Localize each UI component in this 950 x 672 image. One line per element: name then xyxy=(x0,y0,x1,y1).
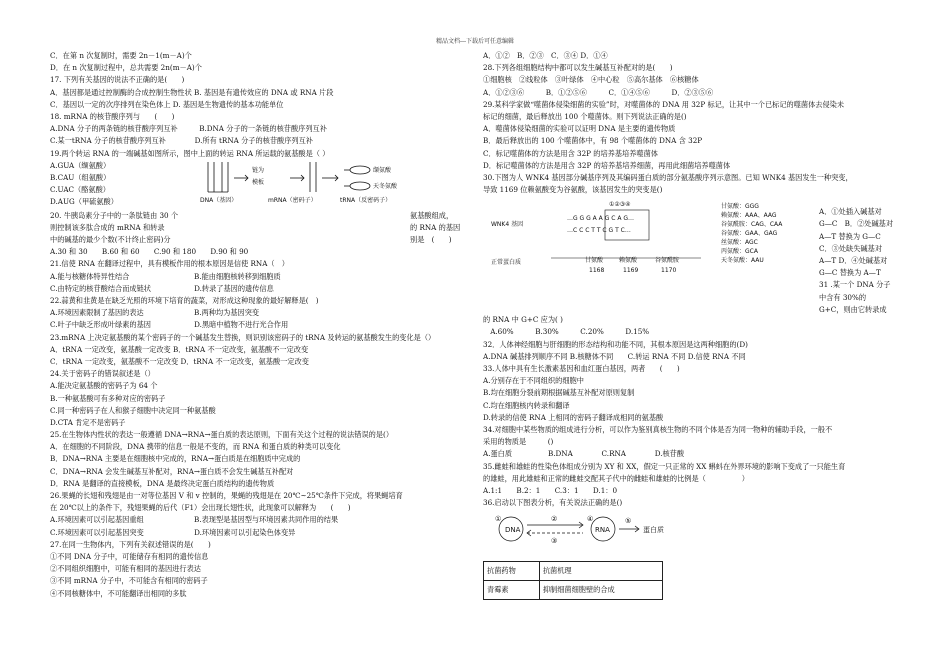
q19-option: C.UAC（酪氨酸） xyxy=(50,185,110,195)
q20-line: 则控制该多肽合成的 mRNA 和转录 xyxy=(50,222,165,232)
q19-block xyxy=(50,160,465,210)
q30-option: G+C，则由它转录成 xyxy=(819,304,887,314)
table-row xyxy=(484,581,663,600)
q30-option: G—C 替换为 A—T xyxy=(819,268,881,278)
text-line: 33.人体中具有生长激素基因和血红蛋白基因，两者 ( ) xyxy=(483,364,680,373)
text-line: C.某一tRNA 分子的核苷酸序列互补 D.所有 tRNA 分子的核苷酸序列互补 xyxy=(50,136,313,146)
text-line: A．①② B．②③ C．③④ D．①④ xyxy=(483,51,608,60)
table-cell: 抑制细菌细胞壁的合成 xyxy=(539,581,662,600)
text-line: B.一种氨基酸可有多种对应的密码子 xyxy=(50,393,166,403)
text-line: C.由特定的核苷酸结合而成链状 D.转录了基因的遗传信息 xyxy=(50,283,274,293)
q19-option: B.CAU（组氨酸） xyxy=(50,172,111,182)
text-line: D.转录的信使 RNA 上相同的密码子翻译成相同的氨基酸 xyxy=(483,412,664,422)
q30-marks: ①②③④ xyxy=(609,201,631,209)
q19-trna-label: tRNA（反密码子） xyxy=(340,196,392,204)
text-line: A．①②③⑥ B．①②⑤⑥ C．①④⑤⑥ D．②③⑤⑥ xyxy=(483,87,714,97)
q20-line: A.30 和 30 B.60 和 60 C.90 和 180 D.90 和 90 xyxy=(50,247,249,257)
text-line: D．RNA 是翻译的直接模板，DNA 是最终决定蛋白质结构的遗传物质 xyxy=(50,478,275,488)
q36-protein: 蛋白质 xyxy=(643,526,664,535)
text-line: 34.对细胞中某些物质的组成进行分析，可以作为鉴别真核生物的不同个体是否为同一物种的辅助手段，一般不 xyxy=(483,424,833,434)
text-line: A．tRNA 一定改变，氨基酸一定改变 B．tRNA 不一定改变，氨基酸不一定改变 xyxy=(50,344,309,354)
q30-option: A．①处插入碱基对 xyxy=(819,207,882,217)
text-line: 19.两个转运 RNA 的一端碱基如图所示，图中上面的转运 RNA 所运载的氨基酸是（ ） xyxy=(50,148,330,158)
text-line: ②不同组织细胞中，可能有相同的基因进行表达 xyxy=(50,564,201,574)
q19-template-label: 模板 xyxy=(252,178,265,186)
text-line: C.环境因素可以引起基因突变 D.环境因素可以引起染色体变异 xyxy=(50,527,296,537)
text-line: 32．人体神经细胞与肝细胞的形态结构和功能不同，其根本原因是这两种细胞的(D) xyxy=(483,339,748,349)
text-line: 的雄蛙，用此雄蛙和正常的雌蛙交配其子代中的雌蛙和雄蛙的比例是（ ） xyxy=(483,473,749,483)
q36-dna: DNA xyxy=(505,526,521,535)
text-line: 30.下图为人 WNK4 基因部分碱基序列及其编码蛋白质的部分氨基酸序列示意图。已知 WNK4 基因发生一种突变， xyxy=(483,172,853,182)
text-line: 在 20℃以上的条件下，残翅果蝇的后代（F1）会出现长翅性状，此现象可以解释为 ( ) xyxy=(50,503,351,513)
text-line: 24.关于密码子的错误叙述是（） xyxy=(50,369,155,379)
left-column xyxy=(50,50,465,600)
q30-option: 中含有 30%的 xyxy=(819,292,867,302)
text-line: 导致 1169 位赖氨酸变为谷氨酸，该基因发生的突变是() xyxy=(483,185,663,195)
q30-aa-2: 赖氨酸 xyxy=(619,257,638,265)
text-line: 18. mRNA 的核苷酸序列与 ( ) xyxy=(50,111,175,121)
q30-bottom-strand: …C C C T T C G T C… xyxy=(567,227,631,235)
text-line: A.环境因素限制了基因的表达 B.两种均为基因突变 xyxy=(50,308,260,318)
q30-block xyxy=(483,196,898,314)
q19-chain-label: 链为 xyxy=(252,166,265,174)
q30-option: A—T D．④处碱基对 xyxy=(819,256,888,265)
text-line: 26.果蝇的长翅和残翅是由一对等位基因 V 和 v 控制的，果蝇的残翅是在 20℃~25℃条件下完成，将果蝇培育 xyxy=(50,491,403,501)
q20-line: 中的碱基的最少个数(不计终止密码)分 xyxy=(50,235,171,245)
text-line: A.DNA 碱基排列顺序不同 B.核糖体不同 C.转运 RNA 不同 D.信使 RNA 不同 xyxy=(483,351,746,361)
q30-key: 谷氨酸：GAA、GAG xyxy=(721,230,778,238)
q30-figure xyxy=(491,198,811,298)
q36-rna: RNA xyxy=(595,526,610,535)
text-line: 21.信使 RNA 在翻译过程中，具有模板作用的根本原因是信使 RNA（ ） xyxy=(50,259,289,269)
text-line: C．标记噬菌体的方法是用含 32P 的培养基培养噬菌体 xyxy=(483,148,658,158)
text-line: A．噬菌体侵染细菌的实验可以证明 DNA 是主要的遗传物质 xyxy=(483,124,676,134)
text-line: 28.下列各组细胞结构中都可以发生碱基互补配对的是( ) xyxy=(483,63,673,73)
q36-num-3: ③ xyxy=(551,537,558,546)
q20-right-line: 氨基酸组成， xyxy=(410,210,454,220)
q19-asp-label: 天冬氨酸 xyxy=(373,182,398,190)
text-line: D．在 n 次复制过程中，总共需要 2n(m－A)个 xyxy=(50,63,202,73)
text-line: A.60% B.30% C.20% D.15% xyxy=(483,327,650,337)
q20-block xyxy=(50,210,465,259)
text-line: A.能与核糖体特异性结合 B.能由细胞核转移到细胞质 xyxy=(50,271,281,281)
text-line: A.环境因素可以引起基因重组 B.表现型是基因型与环境因素共同作用的结果 xyxy=(50,515,339,525)
page-header: 精品文档---下载后可任意编辑 xyxy=(435,38,515,45)
text-line: C．基因以一定的次序排列在染色体上 D. 基因是生物遗传的基本功能单位 xyxy=(50,99,284,109)
q36-num-4: ④ xyxy=(587,515,594,524)
text-line: C．DNA→RNA 会发生碱基互补配对，RNA→蛋白质不会发生碱基互补配对 xyxy=(50,466,294,476)
antibiotic-table xyxy=(483,561,663,600)
text-line: 22.蒜黄和韭黄是在缺乏光照的环境下培育的蔬菜，对形成这种现象的最好解释是( ) xyxy=(50,296,319,306)
text-line: B.均在细胞分裂前期根据碱基互补配对原则复制 xyxy=(483,388,635,398)
q36-num-1: ① xyxy=(495,515,502,524)
table-cell: 青霉素 xyxy=(484,581,540,600)
q30-key: 丝氨酸：AGC xyxy=(721,239,758,247)
q30-key: 天冬氨酸：AAU xyxy=(721,257,764,265)
text-line: 36.启动以下图表分析，有关说法正确的是() xyxy=(483,498,623,508)
text-line: 23.mRNA 上决定氨基酸的某个密码子的一个碱基发生替换，则识别该密码子的 tRNA 及转运的氨基酸发生的变化是（） xyxy=(50,332,436,342)
q30-aa-1: 甘氨酸 xyxy=(585,257,604,265)
text-line: D．标记噬菌体的方法是用含 32P 的培养基培养细菌，再用此细菌培养噬菌体 xyxy=(483,160,731,170)
q30-pos-1: 1168 xyxy=(589,267,605,275)
text-line: C.叶子中缺乏形成叶绿素的基因 D.黑暗中植物不进行光合作用 xyxy=(50,320,289,330)
q30-aa-3: 谷氨酰胺 xyxy=(655,257,680,265)
table-cell: 抗菌药物 xyxy=(484,562,540,581)
q36-num-2: ② xyxy=(551,515,558,524)
text-line: A.分别存在于不同组织的细胞中 xyxy=(483,376,584,386)
q20-line: 20. 牛胰岛素分子中的一条肽链由 30 个 xyxy=(50,210,179,220)
q30-option: 31 .某一个 DNA 分子 xyxy=(819,280,891,290)
text-line: 29.某科学家做“噬菌体侵染细菌的实验”时，对噬菌体的 DNA 用 32P 标记，让其中一个已标记的噬菌体去侵染未 xyxy=(483,99,845,109)
text-line: C．tRNA 一定改变，氨基酸不一定改变 D．tRNA 不一定改变，氨基酸一定改变 xyxy=(50,356,309,366)
text-line: A.1:1 B.2：1 C.3：1 D.1：0 xyxy=(483,485,618,495)
q30-pos-2: 1169 xyxy=(623,267,639,275)
text-line: A．基因都是通过控制酶的合成控制生物性状 B. 基因是有遗传效应的 DNA 或 RNA 片段 xyxy=(50,87,334,97)
right-column xyxy=(483,50,898,600)
q30-key: 赖氨酸：AAA、AAG xyxy=(721,212,777,220)
table-cell: 抗菌机理 xyxy=(539,562,662,581)
q36-num-5: ⑤ xyxy=(625,517,632,526)
text-line: ①细胞核 ②线粒体 ③叶绿体 ④中心粒 ⑤高尔基体 ⑥核糖体 xyxy=(483,75,699,85)
text-line: A.DNA 分子的两条链的核苷酸序列互补 B.DNA 分子的一条链的核苷酸序列互补 xyxy=(50,124,327,134)
text-line: 采用的物质是 () xyxy=(483,437,554,447)
q30-pos-3: 1170 xyxy=(661,267,677,275)
q19-option: D.AUG（甲硫氨酸） xyxy=(50,197,118,207)
text-line: C.同一种密码子在人和猴子细胞中决定同一种氨基酸 xyxy=(50,405,216,415)
q30-option: C．③处缺失碱基对 xyxy=(819,243,883,253)
q19-dna-label: DNA（基因） xyxy=(200,196,238,204)
text-line: C.均在细胞核内转录和翻译 xyxy=(483,400,570,410)
text-line: A.蛋白质 B.DNA C.RNA D.核苷酸 xyxy=(483,449,685,459)
q19-option: A.GUA（缬氨酸） xyxy=(50,160,111,170)
q19-figure xyxy=(200,158,432,206)
q19-val-label: 缬氨酸 xyxy=(373,166,392,174)
q36-figure xyxy=(489,509,689,549)
q19-mrna-label: mRNA（密码子） xyxy=(268,196,317,204)
text-line: B．最后释放出的 100 个噬菌体中，有 98 个噬菌体的 DNA 含 32P xyxy=(483,136,703,146)
text-line: A．在细胞的不同阶段，DNA 携带的信息一般是不变的，而 RNA 和蛋白质的种类可以变化 xyxy=(50,442,341,452)
table-row xyxy=(484,562,663,581)
text-line: ①不同 DNA 分子中，可能储存有相同的遗传信息 xyxy=(50,551,209,561)
q30-top-strand: …G G G A A G C A G… xyxy=(567,215,635,223)
q30-key: 丙氨酸：GCA xyxy=(721,248,758,256)
text-line: C．在第 n 次复制时，需要 2n－1(m－A)个 xyxy=(50,51,192,60)
q20-right-line: 的 RNA 的基因 xyxy=(410,222,461,232)
q30-key: 谷氨酰胺：CAG、CAA xyxy=(721,221,783,229)
text-line: 标记的细菌，最后释放出 100 个噬菌体。则下列说法正确的是() xyxy=(483,111,687,121)
text-line: B．DNA→RNA 主要是在细胞核中完成的，RNA→蛋白质是在细胞质中完成的 xyxy=(50,454,301,464)
text-line: 35.雌蛙和雄蛙的性染色体组成分别为 XY 和 XX，假定一只正常的 XX 蝌蚪在外界环境的影响下变成了一只能生育 xyxy=(483,461,846,471)
text-line: 25.在生物体内性状的表达一般遵循 DNA→RNA→蛋白质的表达原则，下面有关这个过程的说法错误的是(） xyxy=(50,430,394,440)
q20-right-line: 别是 ( ) xyxy=(410,235,452,245)
text-line: 的 RNA 中 G+C 应为( ) xyxy=(483,315,563,325)
text-line: 17. 下列有关基因的说法不正确的是( ) xyxy=(50,75,185,85)
q30-key: 甘氨酸：GGG xyxy=(721,203,759,211)
text-line: D.CTA 肯定不是密码子 xyxy=(50,417,126,427)
q30-option: A—T 替换为 G—C xyxy=(819,231,881,241)
q30-gene-label: WNK4 基因 xyxy=(491,221,524,229)
text-line: ③不同 mRNA 分子中，不可能含有相同的密码子 xyxy=(50,576,208,586)
text-line: 27.在同一生物体内，下列有关叙述错误的是( ) xyxy=(50,539,211,549)
text-line: A.能决定氨基酸的密码子为 64 个 xyxy=(50,381,158,391)
q30-option: G—C B．②处碱基对 xyxy=(819,219,894,229)
q30-protein-label: 正常蛋白质 xyxy=(491,259,522,267)
text-line: ④不同核糖体中，不可能翻译出相同的多肽 xyxy=(50,588,187,598)
